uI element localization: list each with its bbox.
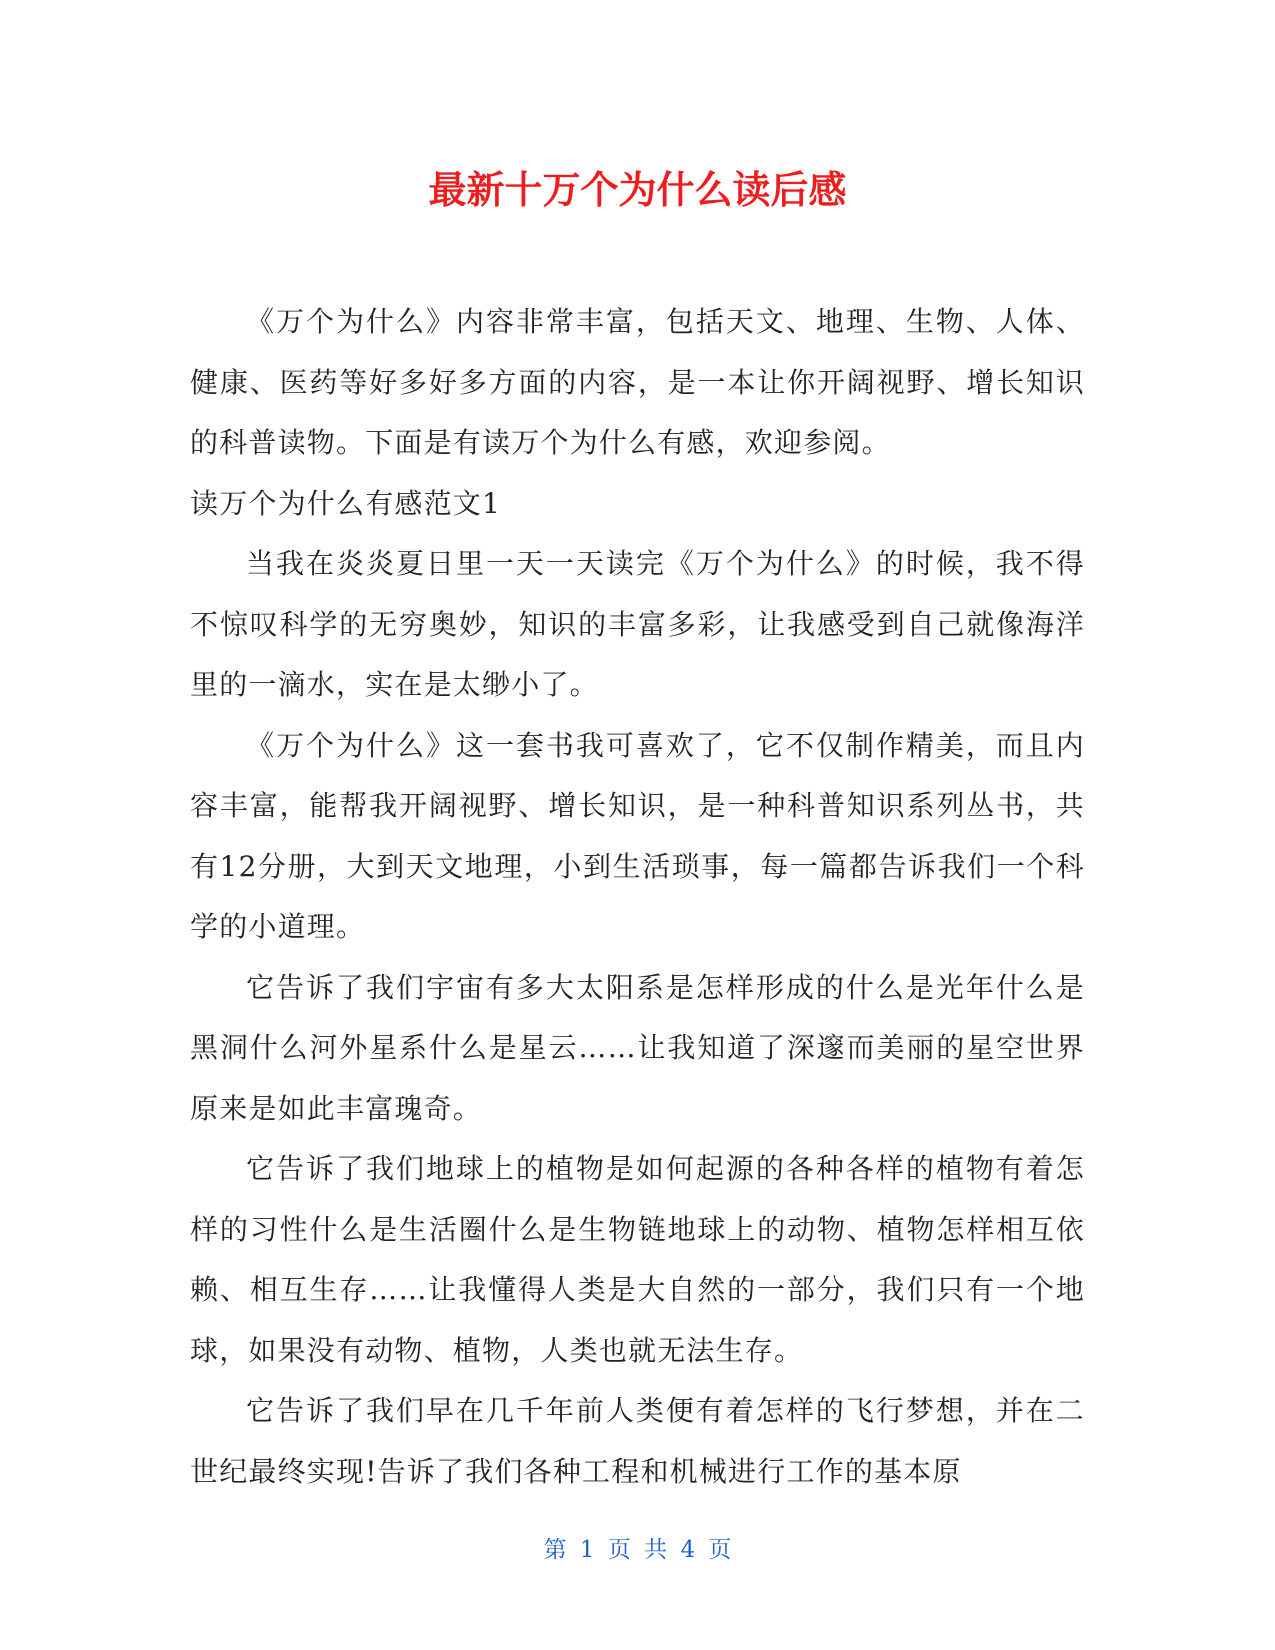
- paragraph: 《万个为什么》内容非常丰富，包括天文、地理、生物、人体、健康、医药等好多好多方面的内容，是一本让你开阔视野、增长知识的科普读物。下面是有读万个为什么有感，欢迎参阅。: [190, 305, 1085, 459]
- document-title: 最新十万个为什么读后感: [428, 168, 847, 212]
- paragraph: 它告诉了我们早在几千年前人类便有着怎样的飞行梦想，并在二世纪最终实现!告诉了我们各种工程和机械进行工作的基本原: [190, 1394, 1085, 1488]
- paragraph: 当我在炎炎夏日里一天一天读完《万个为什么》的时候，我不得不惊叹科学的无穷奥妙，知识的丰富多彩，让我感受到自己就像海洋里的一滴水，实在是太缈小了。: [190, 547, 1085, 701]
- section-heading: 读万个为什么有感范文1: [190, 486, 502, 520]
- page-number: 第 1 页 共 4 页: [543, 1537, 732, 1563]
- paragraph: 它告诉了我们地球上的植物是如何起源的各种各样的植物有着怎样的习性什么是生活圈什么是生物链地球上的动物、植物怎样相互依赖、相互生存……让我懂得人类是大自然的一部分，我们只有一个地球，如果没有动物、植物，人类也就无法生存。: [190, 1152, 1085, 1367]
- paragraph: 《万个为什么》这一套书我可喜欢了，它不仅制作精美，而且内容丰富，能帮我开阔视野、增长知识，是一种科普知识系列丛书，共有12分册，大到天文地理，小到生活琐事，每一篇都告诉我们一个科学的小道理。: [190, 728, 1085, 943]
- document-body: [190, 292, 1085, 1502]
- paragraph: 它告诉了我们宇宙有多大太阳系是怎样形成的什么是光年什么是黑洞什么河外星系什么是星云……让我知道了深邃而美丽的星空世界原来是如此丰富瑰奇。: [190, 970, 1085, 1125]
